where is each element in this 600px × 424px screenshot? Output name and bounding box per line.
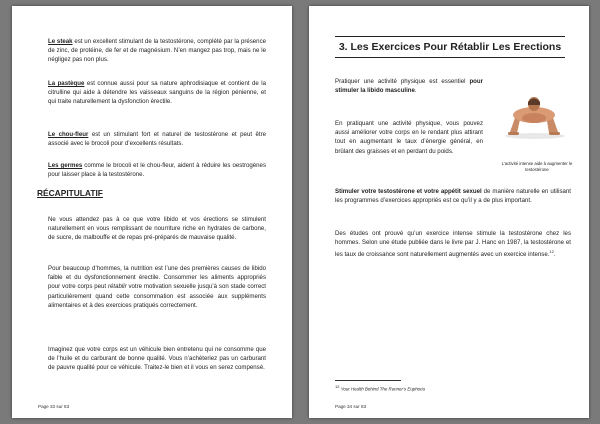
pushup-man-image (500, 96, 570, 140)
paragraph-germes: Les germes comme le brocoli et le chou-fleur, aident à réduire les oestrogènes pour laisser place à la testostérone. (48, 162, 266, 179)
page-footer: Page 33 sur 83 (38, 404, 70, 409)
paragraph-recap-3: Imaginez que votre corps est un véhicule bien entretenu qui ne consomme que de l’huile et du carburant de bonne qualité. Vous n’achèteriez pas un carburant de pauvre qualité pour ce véhicule. Traitez-le bien et il vous en serez compensé. (48, 346, 266, 372)
paragraph-steak: Le steak est un excellent stimulant de la testostérone, complété par la présence de zinc, de protéine, de fer et de magnésium. N’en mangez pas trop, mais ne le négligez pas non plus. (48, 38, 267, 64)
paragraph-recap-2: Pour beaucoup d’hommes, la nutrition est l’une des premières causes de libido faible et du dysfonctionnement érectile. Consommer les aliments appropriés pour votre corps peut rétablir votre motivation sexuelle jusqu’à son stade correct particulièrement quand cette consommation est associée aux suppléments alimentaires et à des exercices pratiqués correctement. (48, 265, 266, 309)
page-34 (309, 6, 589, 418)
paragraph-recap-1: Ne vous attendez pas à ce que votre libido et vos érections se stimulent naturellement en vous remplissant de nourriture riche en hydrates de carbone, de sucre, de malbouffe et de repas pré-préparés de mauvaise qualité. (48, 216, 266, 242)
term-chou-fleur: Le chou-fleur (48, 131, 89, 138)
section-heading-recap: RÉCAPITULATIF (37, 188, 103, 198)
page-footer: Page 34 sur 83 (335, 404, 367, 409)
paragraph-stimulate: Stimuler votre testostérone et votre appétit sexuel de manière naturelle en utilisant les programmes d’exercices appropriés est ce qu’il y a de plus important. (335, 188, 571, 205)
paragraph-intro: Pratiquer une activité physique est essentiel pour stimuler la libido masculine. (335, 78, 483, 95)
term-germes: Les germes (48, 162, 83, 169)
paragraph-pasteque: La pastèque est connue aussi pour sa nature aphrodisiaque et contient de la citrulline qui aide à détendre les vaisseaux sanguins de la région pénienne, et qui traite naturellement la dysfonction érectile. (48, 80, 266, 106)
paragraph-studies: Des études ont prouvé qu’un exercice intense stimule la testostérone chez les hommes. Selon une étude publiée dans le livre par J. Hanc en 1987, la testostérone et les taux de croissance sont naturellement augmentés avec un exercice intense.$^{12}$. (335, 230, 571, 259)
image-caption: L’activité intense aide à augmenter le testostérone (501, 161, 573, 172)
paragraph-practice: En pratiquant une activité physique, vous pouvez aussi améliorer votre corps en le rendant plus attirant tout en augmentant le taux d’énergie général, en brûlant des graisses et en perdant du poids. (335, 120, 483, 155)
footnote-divider (335, 380, 401, 381)
chapter-title: 3. Les Exercices Pour Rétablir Les Erections (335, 36, 565, 58)
term-steak: Le steak (48, 38, 73, 45)
footnote: 12 Your Health Behind The Runner’s Euphoria (335, 384, 425, 392)
footnote-reference: 12 (549, 249, 554, 255)
term-pasteque: La pastèque (48, 80, 85, 87)
page-33 (12, 6, 292, 418)
paragraph-chou-fleur: Le chou-fleur est un stimulant fort et naturel de testostérone et peut être associé avec le brocoli pour d’excellents résultats. (48, 131, 266, 148)
